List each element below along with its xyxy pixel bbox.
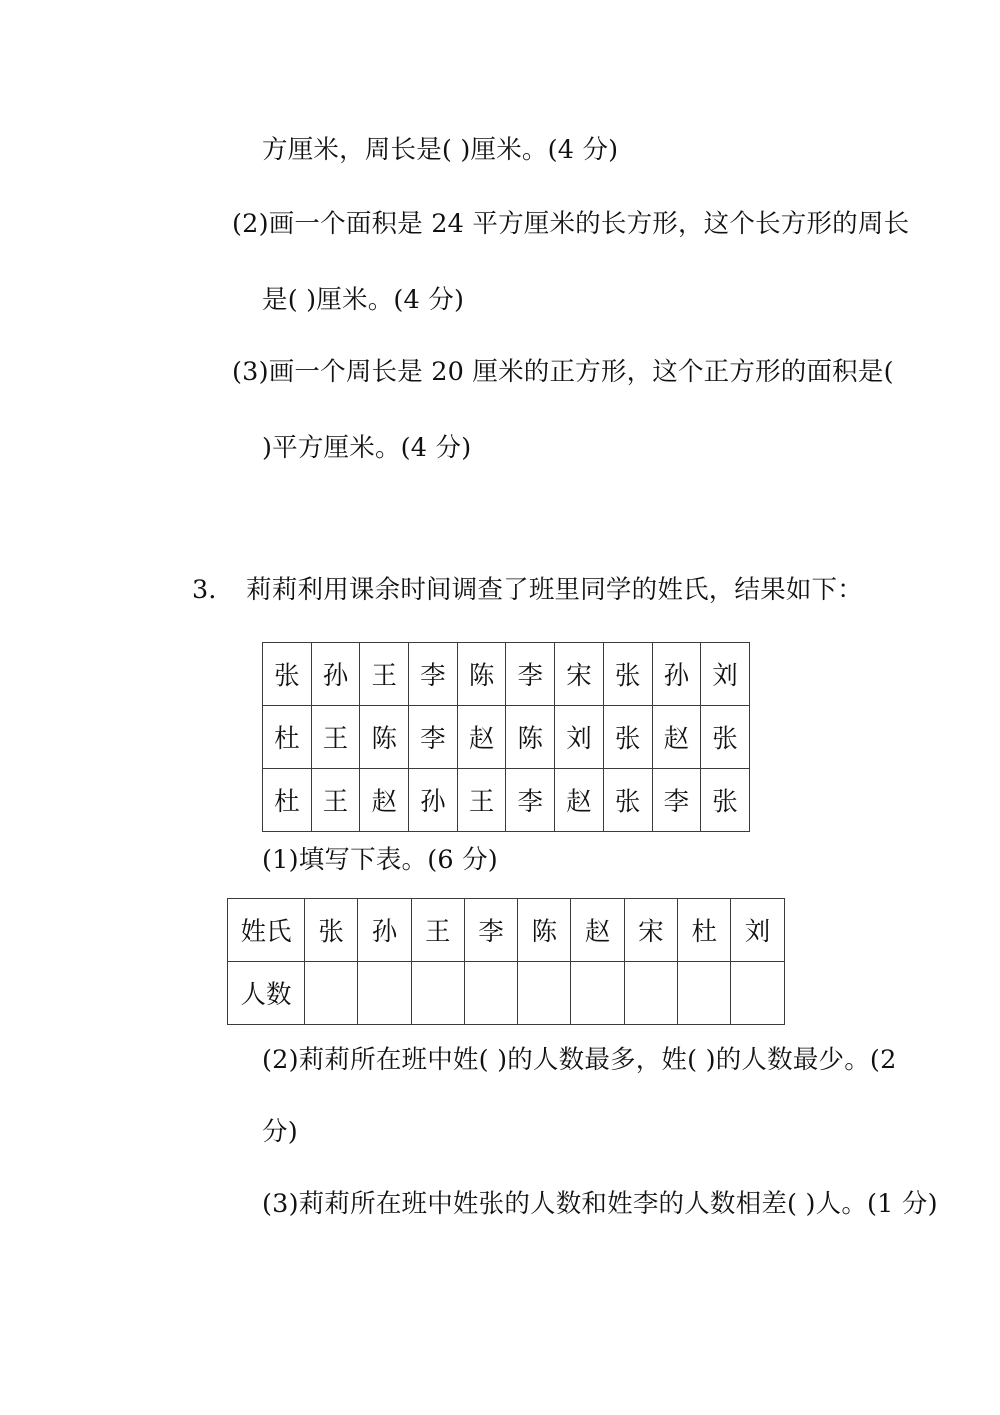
survey-cell: 王 [311, 769, 360, 832]
tally-surname-cell: 赵 [571, 899, 624, 962]
survey-cell: 陈 [457, 643, 506, 706]
tally-count-cell[interactable] [731, 962, 784, 1025]
survey-cell: 张 [701, 706, 750, 769]
survey-cell: 赵 [652, 706, 701, 769]
tally-surname-cell: 宋 [624, 899, 677, 962]
survey-cell: 陈 [506, 706, 555, 769]
survey-cell: 杜 [263, 769, 312, 832]
table-row [263, 769, 750, 832]
question-3-part-1-label: (1)填写下表。(6 分) [262, 845, 498, 875]
survey-cell: 李 [409, 706, 458, 769]
question-3-part-2-line-2: 分) [262, 1117, 298, 1147]
survey-cell: 宋 [555, 643, 604, 706]
survey-cell: 王 [311, 706, 360, 769]
survey-cell: 张 [603, 706, 652, 769]
survey-cell: 王 [360, 643, 409, 706]
table-row [263, 643, 750, 706]
tally-surname-cell: 陈 [518, 899, 571, 962]
tally-surname-cell: 张 [305, 899, 358, 962]
tally-surname-cell: 杜 [678, 899, 731, 962]
table-row [228, 899, 785, 962]
table-row [228, 962, 785, 1025]
survey-cell: 杜 [263, 706, 312, 769]
survey-cell: 赵 [457, 706, 506, 769]
tally-surname-cell: 刘 [731, 899, 784, 962]
survey-cell: 张 [701, 769, 750, 832]
tally-count-cell[interactable] [358, 962, 411, 1025]
survey-cell: 赵 [360, 769, 409, 832]
tally-table [227, 898, 785, 1025]
survey-cell: 刘 [701, 643, 750, 706]
tally-count-cell[interactable] [464, 962, 517, 1025]
survey-data-table [262, 642, 750, 832]
survey-cell: 陈 [360, 706, 409, 769]
survey-cell: 孙 [311, 643, 360, 706]
sub-question-2-line-2: 是( )厘米。(4 分) [262, 285, 465, 315]
survey-cell: 李 [506, 769, 555, 832]
survey-cell: 赵 [555, 769, 604, 832]
survey-cell: 孙 [409, 769, 458, 832]
tally-surname-cell: 孙 [358, 899, 411, 962]
survey-cell: 李 [409, 643, 458, 706]
survey-cell: 王 [457, 769, 506, 832]
question-3-part-3: (3)莉莉所在班中姓张的人数和姓李的人数相差( )人。(1 分) [262, 1189, 938, 1219]
question-3-stem: 莉莉利用课余时间调查了班里同学的姓氏，结果如下： [246, 575, 863, 605]
tally-count-cell[interactable] [411, 962, 464, 1025]
table-row [263, 706, 750, 769]
tally-count-cell[interactable] [518, 962, 571, 1025]
survey-cell: 李 [652, 769, 701, 832]
survey-cell: 张 [603, 643, 652, 706]
sub-question-3-line-2: )平方厘米。(4 分) [262, 433, 472, 463]
sub-question-3-line-1: (3)画一个周长是 20 厘米的正方形，这个正方形的面积是( [232, 357, 894, 387]
question-3-part-2-line-1: (2)莉莉所在班中姓( )的人数最多，姓( )的人数最少。(2 [262, 1045, 897, 1075]
tally-count-cell[interactable] [305, 962, 358, 1025]
tally-surname-cell: 王 [411, 899, 464, 962]
question-3-heading [192, 576, 863, 604]
tally-count-cell[interactable] [571, 962, 624, 1025]
survey-cell: 李 [506, 643, 555, 706]
tally-count-label: 人数 [228, 962, 305, 1025]
survey-cell: 刘 [555, 706, 604, 769]
continued-question-line: 方厘米，周长是( )厘米。(4 分) [262, 135, 619, 165]
question-3-number: 3． [192, 575, 235, 605]
tally-surname-cell: 李 [464, 899, 517, 962]
sub-question-2-line-1: (2)画一个面积是 24 平方厘米的长方形，这个长方形的周长 [232, 209, 910, 239]
tally-header-label: 姓氏 [228, 899, 305, 962]
survey-cell: 张 [603, 769, 652, 832]
survey-cell: 孙 [652, 643, 701, 706]
tally-count-cell[interactable] [624, 962, 677, 1025]
tally-count-cell[interactable] [678, 962, 731, 1025]
survey-cell: 张 [263, 643, 312, 706]
